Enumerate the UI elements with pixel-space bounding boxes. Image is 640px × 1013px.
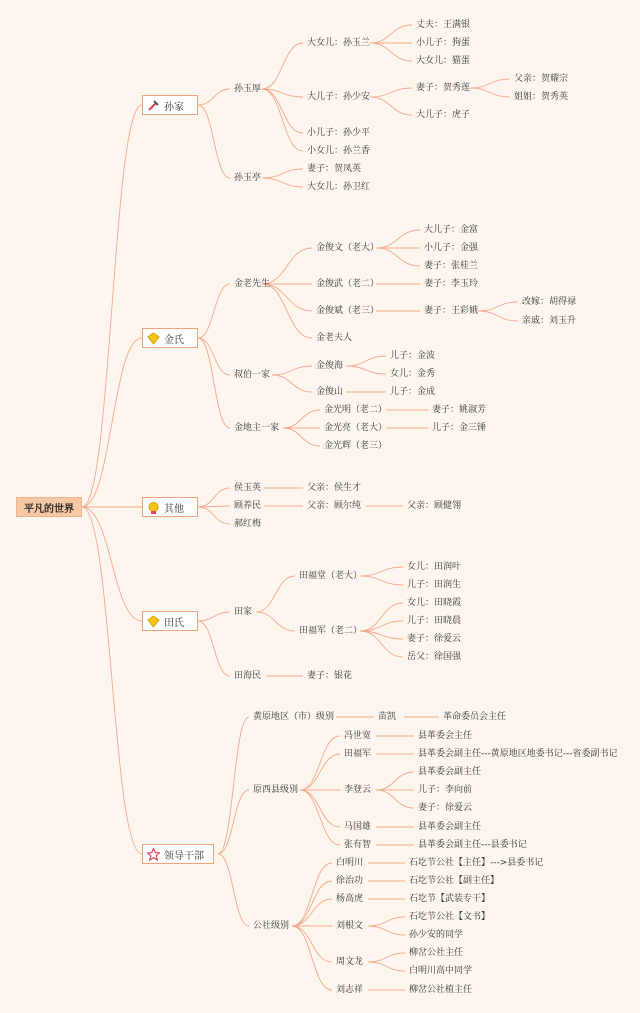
connector xyxy=(376,230,420,248)
node-leader-yang[interactable]: 杨高虎 xyxy=(336,894,364,904)
star-icon xyxy=(147,848,160,861)
node-leader-liu[interactable]: 刘根文 xyxy=(336,921,364,931)
connector xyxy=(198,338,230,428)
connector xyxy=(346,366,386,374)
node-sun-huzi[interactable]: 大儿子：虎子 xyxy=(416,110,471,120)
category-tian-family[interactable] xyxy=(142,611,198,631)
connector xyxy=(256,612,295,631)
node-tian-xiaochen[interactable]: 儿子：田晓晨 xyxy=(407,616,462,626)
connector xyxy=(262,89,303,133)
connector xyxy=(370,88,412,97)
connector xyxy=(300,736,340,790)
node-tian-runsheng[interactable]: 儿子：田润生 xyxy=(407,580,462,590)
connector xyxy=(368,926,405,935)
connector xyxy=(478,311,518,321)
node-sun-lanxiang[interactable]: 小女儿：孙兰香 xyxy=(307,146,371,156)
node-leader-zhou-note[interactable]: 白明川高中同学 xyxy=(409,966,473,976)
connector xyxy=(292,926,332,990)
node-jin-junhai[interactable]: 金俊海 xyxy=(316,361,344,371)
node-leader-li-wife[interactable]: 妻子：徐爱云 xyxy=(418,803,473,813)
diamond-icon xyxy=(147,332,160,345)
connector xyxy=(360,576,403,585)
node-sun-shaoan[interactable]: 大儿子：孙少安 xyxy=(307,92,371,102)
node-leader-zhang[interactable]: 张有智 xyxy=(344,840,372,850)
node-leader-feng[interactable]: 冯世宽 xyxy=(344,731,372,741)
node-leader-zhou[interactable]: 周文龙 xyxy=(336,957,364,967)
node-jin-guangliang[interactable]: 金光亮（老大） xyxy=(324,423,388,433)
node-tian-xiaoxia[interactable]: 女儿：田晓霞 xyxy=(407,598,462,608)
node-leader-zhou-role[interactable]: 柳岔公社主任 xyxy=(409,948,464,958)
node-leader-xu[interactable]: 徐治功 xyxy=(336,876,364,886)
node-leader-ma-role[interactable]: 县革委会副主任 xyxy=(418,822,482,832)
node-leader-tian[interactable]: 田福军 xyxy=(344,749,372,759)
node-leader-li[interactable]: 李登云 xyxy=(344,785,372,795)
node-tian-tianjia[interactable]: 田家 xyxy=(234,607,253,617)
connector xyxy=(82,507,142,854)
node-sun-yuting[interactable]: 孙玉亭 xyxy=(234,173,262,183)
node-other-gu[interactable]: 顾养民 xyxy=(234,501,262,511)
node-tian-futang[interactable]: 田福堂（老大） xyxy=(299,571,363,581)
connector xyxy=(198,105,230,178)
connector xyxy=(198,621,230,676)
node-jin-guilan[interactable]: 妻子：张桂兰 xyxy=(424,261,479,271)
connector xyxy=(300,790,340,827)
hammer-icon xyxy=(147,99,160,112)
node-sun-weihong[interactable]: 大女儿：孙卫红 xyxy=(307,182,371,192)
node-leader-bai-role[interactable]: 石圪节公社【主任】--->县委书记 xyxy=(409,858,544,868)
node-leader-gongshe[interactable]: 公社级别 xyxy=(253,921,290,931)
node-other-gufu[interactable]: 父亲：顾尔纯 xyxy=(307,501,362,511)
category-label: 金氏 xyxy=(164,334,184,346)
medal-icon xyxy=(147,501,160,514)
connector xyxy=(478,302,518,311)
node-leader-ma[interactable]: 马国雄 xyxy=(344,822,372,832)
connector xyxy=(370,97,412,115)
node-sun-maodan[interactable]: 大女儿：猫蛋 xyxy=(416,56,471,66)
connector xyxy=(256,576,295,612)
connector xyxy=(218,790,249,854)
connector xyxy=(346,356,386,366)
node-sun-fuqin[interactable]: 父亲：贺耀宗 xyxy=(514,74,569,84)
node-jin-junwu[interactable]: 金俊武（老二） xyxy=(316,279,380,289)
node-jin-laoxiansheng[interactable]: 金老先生 xyxy=(234,279,271,289)
node-sun-xiulian[interactable]: 妻子：贺秀莲 xyxy=(416,83,471,93)
node-jin-xiu[interactable]: 女儿：金秀 xyxy=(390,369,436,379)
connector xyxy=(360,603,403,631)
node-jin-bo[interactable]: 儿子：金波 xyxy=(390,351,436,361)
connector xyxy=(218,717,249,854)
node-jin-shufang[interactable]: 妻子：姚淑芳 xyxy=(432,405,487,415)
connector xyxy=(360,621,403,631)
node-jin-junshan[interactable]: 金俊山 xyxy=(316,387,344,397)
connector xyxy=(300,790,340,845)
node-leader-liu-note[interactable]: 孙少安的同学 xyxy=(409,930,464,940)
connector xyxy=(368,962,405,971)
connector xyxy=(198,507,230,524)
node-other-houfu[interactable]: 父亲：侯生才 xyxy=(307,483,362,493)
node-sun-yulan[interactable]: 大女儿：孙玉兰 xyxy=(307,38,371,48)
connector xyxy=(376,790,414,808)
connector xyxy=(272,375,312,392)
node-tian-aiyun[interactable]: 妻子：徐爱云 xyxy=(407,634,462,644)
node-jin-gaijia[interactable]: 改嫁：胡得禄 xyxy=(522,297,577,307)
connector xyxy=(368,953,405,962)
connector xyxy=(292,863,332,926)
node-sun-gougou[interactable]: 小儿子：狗蛋 xyxy=(416,38,471,48)
category-label: 田氏 xyxy=(164,617,184,629)
connector xyxy=(262,178,303,187)
node-tian-fujun[interactable]: 田福军（老二） xyxy=(299,626,363,636)
root-node[interactable]: 平凡的世界 xyxy=(16,497,82,517)
connector xyxy=(262,284,312,338)
connector xyxy=(198,284,230,338)
connector xyxy=(376,248,420,266)
connector xyxy=(283,410,320,428)
node-leader-xu-role[interactable]: 石圪节公社【副主任】 xyxy=(409,876,500,886)
node-jin-qinqi[interactable]: 亲戚：刘玉升 xyxy=(522,316,577,326)
node-tian-runye[interactable]: 女儿：田润叶 xyxy=(407,562,462,572)
connector xyxy=(292,881,332,926)
node-other-hao[interactable]: 郝红梅 xyxy=(234,519,262,529)
node-jin-junwen[interactable]: 金俊文（老大） xyxy=(316,243,380,253)
node-jin-shubo[interactable]: 叔伯一家 xyxy=(234,370,271,380)
node-leader-liuz[interactable]: 刘志祥 xyxy=(336,985,364,995)
category-label: 领导干部 xyxy=(164,850,204,862)
category-label: 孙家 xyxy=(164,101,184,113)
category-others[interactable] xyxy=(142,497,198,517)
node-jin-junbin[interactable]: 金俊斌（老三） xyxy=(316,306,380,316)
node-leader-yuanxi[interactable]: 原西县级别 xyxy=(253,785,299,795)
connector xyxy=(470,79,510,88)
node-jin-qiang[interactable]: 小儿子：金强 xyxy=(424,243,479,253)
connector xyxy=(262,89,303,151)
connector xyxy=(300,754,340,790)
connector xyxy=(218,854,249,926)
node-leader-feng-role[interactable]: 县革委会主任 xyxy=(418,731,473,741)
node-jin-cheng[interactable]: 儿子：金成 xyxy=(390,387,436,397)
category-jin-family[interactable] xyxy=(142,328,198,348)
connector xyxy=(368,917,405,926)
node-sun-jiejie[interactable]: 姐姐：贺秀英 xyxy=(514,92,569,102)
connector xyxy=(198,338,230,375)
connector xyxy=(470,88,510,97)
connector xyxy=(376,772,414,790)
node-leader-liuz-role[interactable]: 柳岔公社植主任 xyxy=(409,985,473,995)
category-label: 其他 xyxy=(164,503,184,515)
node-jin-caie[interactable]: 妻子：王彩娥 xyxy=(424,306,479,316)
node-jin-yuling[interactable]: 妻子：李玉玲 xyxy=(424,279,479,289)
node-sun-yuhou[interactable]: 孙玉厚 xyxy=(234,84,262,94)
node-sun-fengying[interactable]: 妻子：贺凤英 xyxy=(307,164,362,174)
node-jin-dizhu[interactable]: 金地主一家 xyxy=(234,423,280,433)
node-jin-guangming[interactable]: 金光明（老二） xyxy=(324,405,388,415)
node-leader-liu-role[interactable]: 石圪节公社【文书】 xyxy=(409,912,491,922)
node-sun-shaoping[interactable]: 小儿子：孙少平 xyxy=(307,128,371,138)
connector xyxy=(198,612,230,621)
node-jin-fu[interactable]: 大儿子：金富 xyxy=(424,225,479,235)
node-sun-zhangfu[interactable]: 丈夫：王满银 xyxy=(416,20,471,30)
node-leader-li-son[interactable]: 儿子：李向前 xyxy=(418,785,473,795)
node-other-hou[interactable]: 侯玉英 xyxy=(234,483,262,493)
connector xyxy=(82,507,142,621)
node-leader-zhang-role[interactable]: 县革委会副主任---县委书记 xyxy=(418,840,527,850)
connector xyxy=(262,43,303,89)
node-jin-laofuren[interactable]: 金老夫人 xyxy=(316,333,353,343)
connector xyxy=(82,338,142,507)
connector xyxy=(370,43,412,61)
node-leader-bai[interactable]: 白明川 xyxy=(336,858,364,868)
node-tian-yinhua[interactable]: 妻子：银花 xyxy=(307,671,353,681)
node-leader-li-role[interactable]: 县革委会副主任 xyxy=(418,767,482,777)
connector xyxy=(272,366,312,375)
diamond-icon xyxy=(147,615,160,628)
category-sun-family[interactable] xyxy=(142,95,198,115)
connector xyxy=(370,25,412,43)
node-leader-miaokai[interactable]: 苗凯 xyxy=(378,712,397,722)
category-leaders[interactable] xyxy=(142,844,214,864)
connector xyxy=(262,169,303,178)
node-tian-yuefu[interactable]: 岳父：徐国强 xyxy=(407,652,462,662)
connector xyxy=(360,567,403,576)
connector xyxy=(283,428,320,446)
node-other-gufu2[interactable]: 父亲：顾健翎 xyxy=(407,501,462,511)
connector xyxy=(198,488,230,507)
node-leader-gwh[interactable]: 革命委员会主任 xyxy=(443,712,507,722)
connector xyxy=(82,105,142,507)
node-jin-guanghui[interactable]: 金光辉（老三） xyxy=(324,441,388,451)
node-leader-yang-role[interactable]: 石圪节【武装专干】 xyxy=(409,894,491,904)
node-jin-sanchui[interactable]: 儿子：金三锤 xyxy=(432,423,487,433)
connector xyxy=(198,89,230,105)
node-tian-haimin[interactable]: 田海民 xyxy=(234,671,262,681)
node-leader-huangyuan[interactable]: 黄原地区（市）级别 xyxy=(253,712,335,722)
node-leader-tian-role[interactable]: 县革委会副主任---黄原地区地委书记---省委副书记 xyxy=(418,749,618,759)
